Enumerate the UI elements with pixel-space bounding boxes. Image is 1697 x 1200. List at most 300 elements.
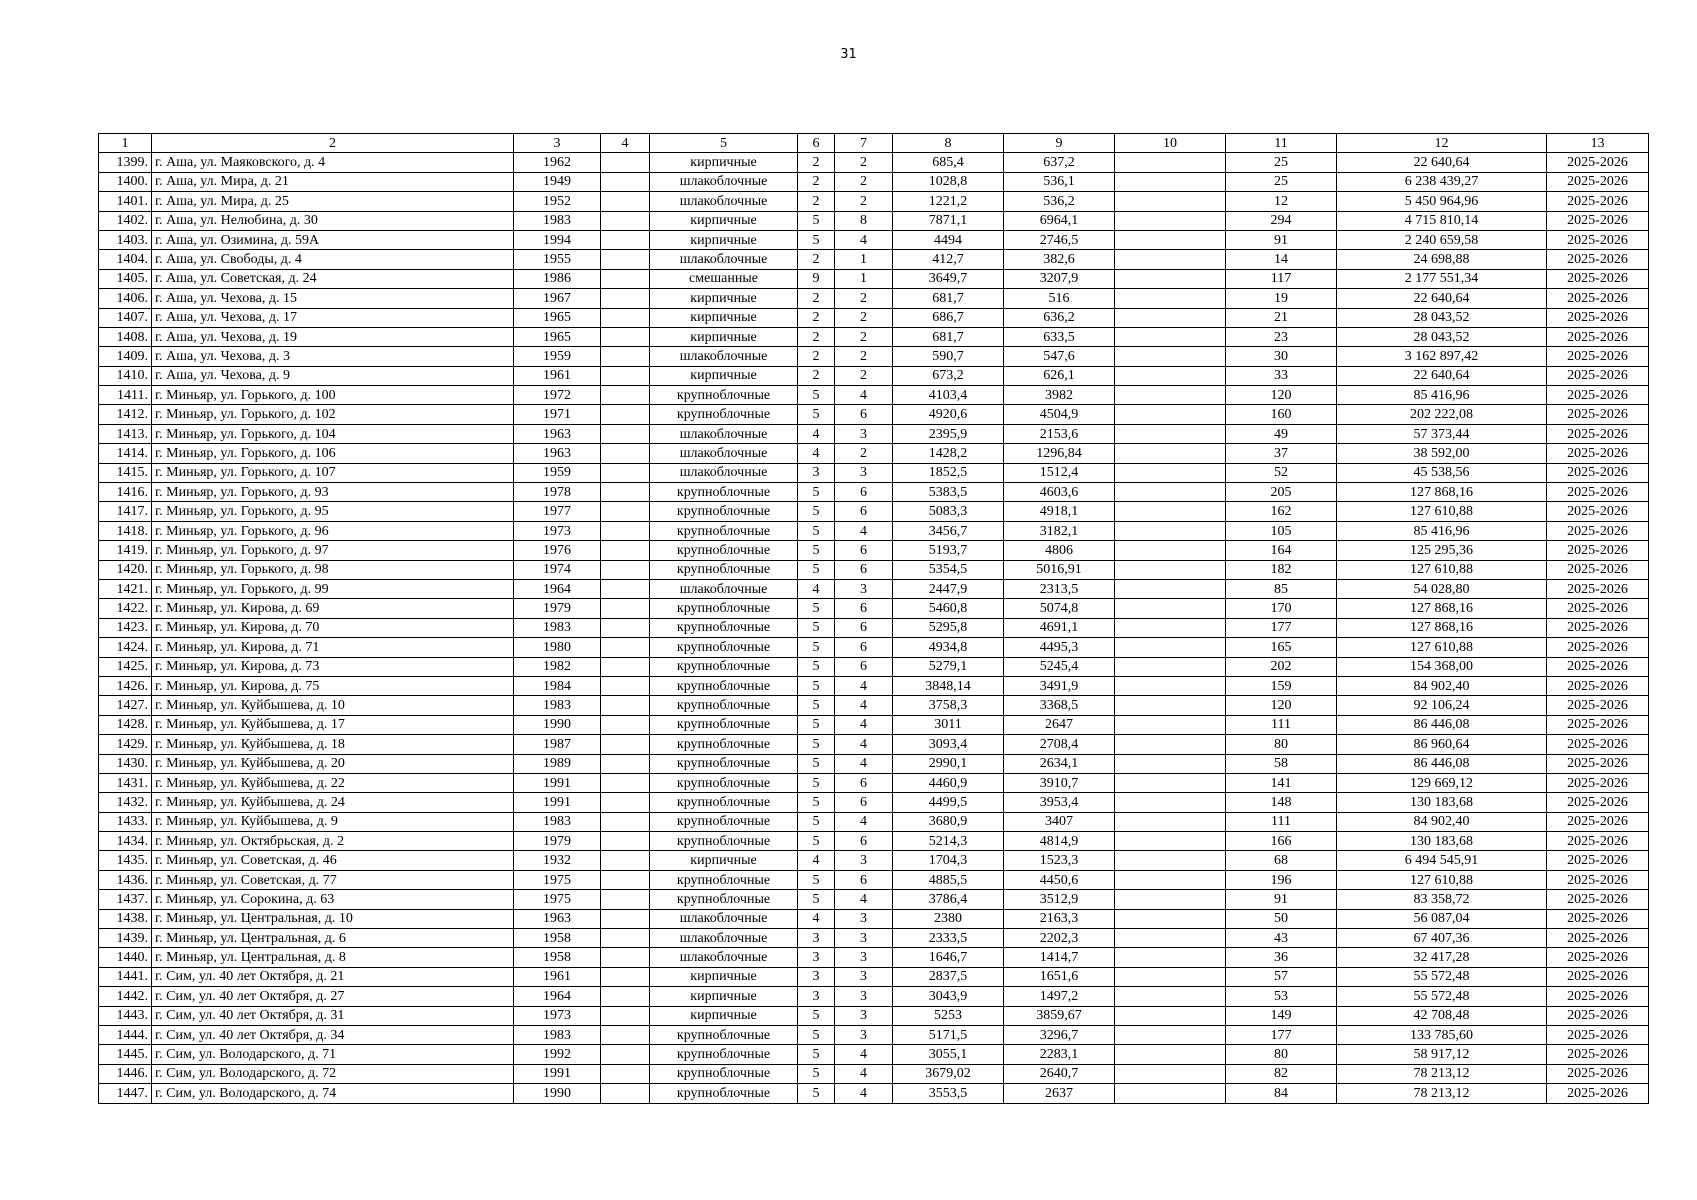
cell-floors: 4 (798, 851, 835, 870)
column-header-2: 2 (152, 134, 514, 153)
cell-row-number: 1416. (99, 483, 152, 502)
table-body (99, 153, 1649, 1103)
cell-total-area: 1221,2 (893, 192, 1004, 211)
cell-col-4 (601, 366, 650, 385)
cell-col-10 (1115, 463, 1226, 482)
cell-address: г. Сим, ул. 40 лет Октября, д. 27 (152, 987, 514, 1006)
cell-cost: 45 538,56 (1337, 463, 1547, 482)
cell-floors: 5 (798, 812, 835, 831)
cell-cost: 125 295,36 (1337, 541, 1547, 560)
cell-col-4 (601, 696, 650, 715)
cell-row-number: 1408. (99, 327, 152, 346)
cell-period: 2025-2026 (1547, 250, 1649, 269)
cell-residents: 25 (1226, 172, 1337, 191)
cell-total-area: 2837,5 (893, 967, 1004, 986)
cell-residents: 91 (1226, 890, 1337, 909)
cell-wall-material: крупноблочные (650, 715, 798, 734)
cell-col-4 (601, 967, 650, 986)
cell-col-10 (1115, 308, 1226, 327)
cell-address: г. Аша, ул. Мира, д. 25 (152, 192, 514, 211)
table-row (99, 192, 1649, 211)
cell-col-10 (1115, 638, 1226, 657)
cell-year-built: 1979 (514, 832, 601, 851)
cell-wall-material: шлакоблочные (650, 579, 798, 598)
cell-living-area: 3512,9 (1004, 890, 1115, 909)
cell-col-10 (1115, 929, 1226, 948)
cell-residents: 33 (1226, 366, 1337, 385)
cell-total-area: 3679,02 (893, 1064, 1004, 1083)
cell-floors: 5 (798, 773, 835, 792)
cell-period: 2025-2026 (1547, 347, 1649, 366)
cell-row-number: 1424. (99, 638, 152, 657)
cell-living-area: 1296,84 (1004, 444, 1115, 463)
cell-living-area: 3491,9 (1004, 676, 1115, 695)
cell-cost: 28 043,52 (1337, 327, 1547, 346)
cell-cost: 3 162 897,42 (1337, 347, 1547, 366)
cell-col-10 (1115, 812, 1226, 831)
cell-floors: 5 (798, 1006, 835, 1025)
cell-floors: 5 (798, 657, 835, 676)
cell-col-10 (1115, 444, 1226, 463)
table-row (99, 890, 1649, 909)
cell-address: г. Миньяр, ул. Горького, д. 97 (152, 541, 514, 560)
cell-total-area: 5193,7 (893, 541, 1004, 560)
cell-row-number: 1404. (99, 250, 152, 269)
cell-col-4 (601, 250, 650, 269)
cell-cost: 42 708,48 (1337, 1006, 1547, 1025)
cell-period: 2025-2026 (1547, 657, 1649, 676)
cell-row-number: 1434. (99, 832, 152, 851)
cell-wall-material: кирпичные (650, 153, 798, 172)
cell-address: г. Миньяр, ул. Горького, д. 93 (152, 483, 514, 502)
cell-entrances: 6 (835, 560, 893, 579)
cell-row-number: 1425. (99, 657, 152, 676)
cell-total-area: 2990,1 (893, 754, 1004, 773)
cell-col-10 (1115, 347, 1226, 366)
cell-year-built: 1958 (514, 929, 601, 948)
cell-floors: 4 (798, 909, 835, 928)
cell-row-number: 1419. (99, 541, 152, 560)
cell-living-area: 5245,4 (1004, 657, 1115, 676)
cell-address: г. Миньяр, ул. Кирова, д. 71 (152, 638, 514, 657)
cell-col-4 (601, 579, 650, 598)
cell-residents: 165 (1226, 638, 1337, 657)
cell-wall-material: кирпичные (650, 308, 798, 327)
cell-cost: 84 902,40 (1337, 676, 1547, 695)
cell-entrances: 6 (835, 599, 893, 618)
cell-living-area: 516 (1004, 289, 1115, 308)
cell-address: г. Миньяр, ул. Горького, д. 98 (152, 560, 514, 579)
cell-wall-material: крупноблочные (650, 1084, 798, 1103)
cell-living-area: 3368,5 (1004, 696, 1115, 715)
cell-floors: 5 (798, 676, 835, 695)
cell-floors: 2 (798, 289, 835, 308)
cell-row-number: 1420. (99, 560, 152, 579)
cell-row-number: 1400. (99, 172, 152, 191)
cell-address: г. Сим, ул. 40 лет Октября, д. 21 (152, 967, 514, 986)
cell-wall-material: кирпичные (650, 967, 798, 986)
cell-living-area: 2634,1 (1004, 754, 1115, 773)
cell-address: г. Миньяр, ул. Куйбышева, д. 24 (152, 793, 514, 812)
cell-total-area: 3043,9 (893, 987, 1004, 1006)
cell-address: г. Миньяр, ул. Кирова, д. 75 (152, 676, 514, 695)
cell-living-area: 4918,1 (1004, 502, 1115, 521)
cell-year-built: 1965 (514, 327, 601, 346)
cell-col-4 (601, 405, 650, 424)
cell-living-area: 2746,5 (1004, 230, 1115, 249)
cell-entrances: 4 (835, 696, 893, 715)
cell-entrances: 2 (835, 347, 893, 366)
cell-period: 2025-2026 (1547, 327, 1649, 346)
cell-entrances: 3 (835, 948, 893, 967)
cell-col-10 (1115, 579, 1226, 598)
cell-cost: 78 213,12 (1337, 1064, 1547, 1083)
table-row (99, 230, 1649, 249)
cell-residents: 160 (1226, 405, 1337, 424)
cell-entrances: 2 (835, 192, 893, 211)
cell-entrances: 4 (835, 812, 893, 831)
cell-total-area: 3456,7 (893, 521, 1004, 540)
column-header-3: 3 (514, 134, 601, 153)
cell-address: г. Миньяр, ул. Куйбышева, д. 18 (152, 735, 514, 754)
cell-year-built: 1955 (514, 250, 601, 269)
cell-living-area: 547,6 (1004, 347, 1115, 366)
cell-floors: 5 (798, 599, 835, 618)
cell-year-built: 1959 (514, 347, 601, 366)
cell-address: г. Аша, ул. Озимина, д. 59А (152, 230, 514, 249)
cell-cost: 202 222,08 (1337, 405, 1547, 424)
cell-total-area: 2333,5 (893, 929, 1004, 948)
cell-address: г. Миньяр, ул. Горького, д. 96 (152, 521, 514, 540)
cell-wall-material: кирпичные (650, 211, 798, 230)
cell-row-number: 1444. (99, 1025, 152, 1044)
cell-living-area: 3982 (1004, 386, 1115, 405)
cell-residents: 177 (1226, 618, 1337, 637)
cell-residents: 25 (1226, 153, 1337, 172)
table-row (99, 153, 1649, 172)
cell-col-10 (1115, 269, 1226, 288)
cell-residents: 294 (1226, 211, 1337, 230)
cell-floors: 2 (798, 172, 835, 191)
cell-wall-material: кирпичные (650, 851, 798, 870)
table-row (99, 870, 1649, 889)
cell-cost: 55 572,48 (1337, 967, 1547, 986)
cell-row-number: 1431. (99, 773, 152, 792)
cell-wall-material: крупноблочные (650, 676, 798, 695)
cell-col-10 (1115, 250, 1226, 269)
cell-col-10 (1115, 715, 1226, 734)
cell-period: 2025-2026 (1547, 715, 1649, 734)
cell-cost: 83 358,72 (1337, 890, 1547, 909)
cell-period: 2025-2026 (1547, 773, 1649, 792)
cell-row-number: 1442. (99, 987, 152, 1006)
cell-row-number: 1443. (99, 1006, 152, 1025)
cell-row-number: 1445. (99, 1045, 152, 1064)
cell-floors: 5 (798, 696, 835, 715)
cell-period: 2025-2026 (1547, 1084, 1649, 1103)
cell-address: г. Миньяр, ул. Кирова, д. 73 (152, 657, 514, 676)
cell-residents: 30 (1226, 347, 1337, 366)
cell-floors: 5 (798, 502, 835, 521)
cell-period: 2025-2026 (1547, 308, 1649, 327)
cell-period: 2025-2026 (1547, 851, 1649, 870)
cell-wall-material: кирпичные (650, 230, 798, 249)
cell-period: 2025-2026 (1547, 638, 1649, 657)
cell-residents: 120 (1226, 386, 1337, 405)
table-row (99, 1045, 1649, 1064)
table-row (99, 483, 1649, 502)
cell-entrances: 4 (835, 521, 893, 540)
cell-floors: 9 (798, 269, 835, 288)
cell-wall-material: крупноблочные (650, 599, 798, 618)
cell-cost: 127 610,88 (1337, 502, 1547, 521)
cell-col-4 (601, 890, 650, 909)
table-row (99, 250, 1649, 269)
cell-wall-material: крупноблочные (650, 812, 798, 831)
cell-cost: 58 917,12 (1337, 1045, 1547, 1064)
table-row (99, 502, 1649, 521)
cell-col-10 (1115, 289, 1226, 308)
cell-cost: 38 592,00 (1337, 444, 1547, 463)
cell-residents: 43 (1226, 929, 1337, 948)
cell-cost: 22 640,64 (1337, 153, 1547, 172)
cell-residents: 182 (1226, 560, 1337, 579)
column-header-1: 1 (99, 134, 152, 153)
column-header-10: 10 (1115, 134, 1226, 153)
cell-total-area: 590,7 (893, 347, 1004, 366)
cell-address: г. Миньяр, ул. Центральная, д. 8 (152, 948, 514, 967)
cell-cost: 154 368,00 (1337, 657, 1547, 676)
cell-year-built: 1967 (514, 289, 601, 308)
cell-period: 2025-2026 (1547, 579, 1649, 598)
cell-residents: 50 (1226, 909, 1337, 928)
column-header-6: 6 (798, 134, 835, 153)
cell-col-10 (1115, 696, 1226, 715)
cell-total-area: 1028,8 (893, 172, 1004, 191)
cell-entrances: 1 (835, 250, 893, 269)
cell-address: г. Миньяр, ул. Центральная, д. 6 (152, 929, 514, 948)
table-row (99, 541, 1649, 560)
table-row (99, 812, 1649, 831)
table-row (99, 909, 1649, 928)
cell-entrances: 6 (835, 502, 893, 521)
cell-cost: 127 610,88 (1337, 870, 1547, 889)
cell-row-number: 1421. (99, 579, 152, 598)
cell-period: 2025-2026 (1547, 153, 1649, 172)
cell-residents: 68 (1226, 851, 1337, 870)
cell-row-number: 1437. (99, 890, 152, 909)
cell-residents: 80 (1226, 1045, 1337, 1064)
cell-period: 2025-2026 (1547, 541, 1649, 560)
cell-floors: 5 (798, 1045, 835, 1064)
cell-living-area: 2313,5 (1004, 579, 1115, 598)
cell-floors: 5 (798, 483, 835, 502)
cell-total-area: 5460,8 (893, 599, 1004, 618)
cell-total-area: 3649,7 (893, 269, 1004, 288)
cell-living-area: 6964,1 (1004, 211, 1115, 230)
cell-row-number: 1407. (99, 308, 152, 327)
cell-total-area: 673,2 (893, 366, 1004, 385)
cell-col-4 (601, 192, 650, 211)
cell-entrances: 2 (835, 327, 893, 346)
table-row (99, 289, 1649, 308)
cell-wall-material: кирпичные (650, 1006, 798, 1025)
cell-total-area: 2395,9 (893, 424, 1004, 443)
cell-entrances: 4 (835, 676, 893, 695)
cell-living-area: 626,1 (1004, 366, 1115, 385)
table-row (99, 405, 1649, 424)
table-row (99, 444, 1649, 463)
cell-address: г. Аша, ул. Чехова, д. 3 (152, 347, 514, 366)
cell-total-area: 4494 (893, 230, 1004, 249)
cell-wall-material: шлакоблочные (650, 172, 798, 191)
cell-wall-material: смешанные (650, 269, 798, 288)
cell-year-built: 1975 (514, 890, 601, 909)
cell-col-4 (601, 289, 650, 308)
cell-living-area: 3859,67 (1004, 1006, 1115, 1025)
cell-cost: 129 669,12 (1337, 773, 1547, 792)
cell-entrances: 6 (835, 773, 893, 792)
cell-period: 2025-2026 (1547, 483, 1649, 502)
cell-living-area: 633,5 (1004, 327, 1115, 346)
cell-col-10 (1115, 192, 1226, 211)
cell-col-10 (1115, 967, 1226, 986)
cell-wall-material: крупноблочные (650, 502, 798, 521)
cell-total-area: 3011 (893, 715, 1004, 734)
cell-col-4 (601, 754, 650, 773)
cell-col-10 (1115, 1006, 1226, 1025)
cell-col-10 (1115, 541, 1226, 560)
cell-wall-material: крупноблочные (650, 618, 798, 637)
cell-living-area: 1497,2 (1004, 987, 1115, 1006)
table-row (99, 1064, 1649, 1083)
cell-year-built: 1963 (514, 909, 601, 928)
cell-entrances: 4 (835, 386, 893, 405)
cell-residents: 19 (1226, 289, 1337, 308)
cell-row-number: 1402. (99, 211, 152, 230)
cell-col-4 (601, 541, 650, 560)
cell-col-10 (1115, 424, 1226, 443)
cell-floors: 2 (798, 347, 835, 366)
cell-cost: 2 240 659,58 (1337, 230, 1547, 249)
cell-floors: 3 (798, 929, 835, 948)
cell-living-area: 4814,9 (1004, 832, 1115, 851)
cell-living-area: 4450,6 (1004, 870, 1115, 889)
cell-total-area: 4460,9 (893, 773, 1004, 792)
cell-living-area: 3407 (1004, 812, 1115, 831)
cell-wall-material: крупноблочные (650, 638, 798, 657)
table-row (99, 754, 1649, 773)
cell-entrances: 3 (835, 987, 893, 1006)
cell-period: 2025-2026 (1547, 618, 1649, 637)
cell-residents: 148 (1226, 793, 1337, 812)
cell-entrances: 4 (835, 230, 893, 249)
cell-row-number: 1441. (99, 967, 152, 986)
table-row (99, 366, 1649, 385)
table-header (99, 134, 1649, 153)
cell-residents: 37 (1226, 444, 1337, 463)
cell-year-built: 1984 (514, 676, 601, 695)
cell-cost: 130 183,68 (1337, 832, 1547, 851)
cell-wall-material: крупноблочные (650, 832, 798, 851)
cell-period: 2025-2026 (1547, 269, 1649, 288)
cell-wall-material: крупноблочные (650, 483, 798, 502)
cell-residents: 196 (1226, 870, 1337, 889)
cell-total-area: 5279,1 (893, 657, 1004, 676)
cell-col-10 (1115, 909, 1226, 928)
cell-total-area: 3680,9 (893, 812, 1004, 831)
cell-address: г. Миньяр, ул. Куйбышева, д. 22 (152, 773, 514, 792)
cell-cost: 57 373,44 (1337, 424, 1547, 443)
table-row (99, 987, 1649, 1006)
cell-cost: 54 028,80 (1337, 579, 1547, 598)
cell-total-area: 3758,3 (893, 696, 1004, 715)
cell-col-10 (1115, 366, 1226, 385)
cell-wall-material: крупноблочные (650, 541, 798, 560)
cell-row-number: 1440. (99, 948, 152, 967)
cell-wall-material: крупноблочные (650, 1064, 798, 1083)
cell-period: 2025-2026 (1547, 192, 1649, 211)
cell-entrances: 2 (835, 172, 893, 191)
cell-row-number: 1426. (99, 676, 152, 695)
cell-cost: 24 698,88 (1337, 250, 1547, 269)
cell-living-area: 3296,7 (1004, 1025, 1115, 1044)
cell-entrances: 6 (835, 405, 893, 424)
cell-col-10 (1115, 153, 1226, 172)
cell-col-10 (1115, 1084, 1226, 1103)
page-number: 31 (840, 47, 857, 62)
cell-wall-material: кирпичные (650, 987, 798, 1006)
cell-col-10 (1115, 890, 1226, 909)
cell-col-4 (601, 308, 650, 327)
cell-address: г. Миньяр, ул. Куйбышева, д. 9 (152, 812, 514, 831)
cell-row-number: 1412. (99, 405, 152, 424)
cell-col-4 (601, 676, 650, 695)
cell-wall-material: шлакоблочные (650, 250, 798, 269)
cell-col-4 (601, 909, 650, 928)
cell-period: 2025-2026 (1547, 987, 1649, 1006)
cell-total-area: 5253 (893, 1006, 1004, 1025)
cell-floors: 2 (798, 153, 835, 172)
cell-period: 2025-2026 (1547, 424, 1649, 443)
table-row (99, 618, 1649, 637)
cell-entrances: 2 (835, 289, 893, 308)
table-row (99, 657, 1649, 676)
cell-wall-material: кирпичные (650, 327, 798, 346)
cell-col-10 (1115, 754, 1226, 773)
cell-living-area: 3182,1 (1004, 521, 1115, 540)
cell-floors: 2 (798, 192, 835, 211)
cell-total-area: 5214,3 (893, 832, 1004, 851)
cell-total-area: 4885,5 (893, 870, 1004, 889)
cell-total-area: 1704,3 (893, 851, 1004, 870)
cell-period: 2025-2026 (1547, 1064, 1649, 1083)
cell-col-4 (601, 424, 650, 443)
cell-living-area: 1512,4 (1004, 463, 1115, 482)
cell-total-area: 3055,1 (893, 1045, 1004, 1064)
cell-floors: 2 (798, 366, 835, 385)
cell-entrances: 6 (835, 793, 893, 812)
cell-year-built: 1979 (514, 599, 601, 618)
cell-residents: 82 (1226, 1064, 1337, 1083)
cell-address: г. Сим, ул. Володарского, д. 71 (152, 1045, 514, 1064)
cell-col-10 (1115, 870, 1226, 889)
cell-entrances: 3 (835, 851, 893, 870)
cell-wall-material: шлакоблочные (650, 948, 798, 967)
cell-living-area: 4603,6 (1004, 483, 1115, 502)
cell-period: 2025-2026 (1547, 599, 1649, 618)
cell-col-10 (1115, 230, 1226, 249)
